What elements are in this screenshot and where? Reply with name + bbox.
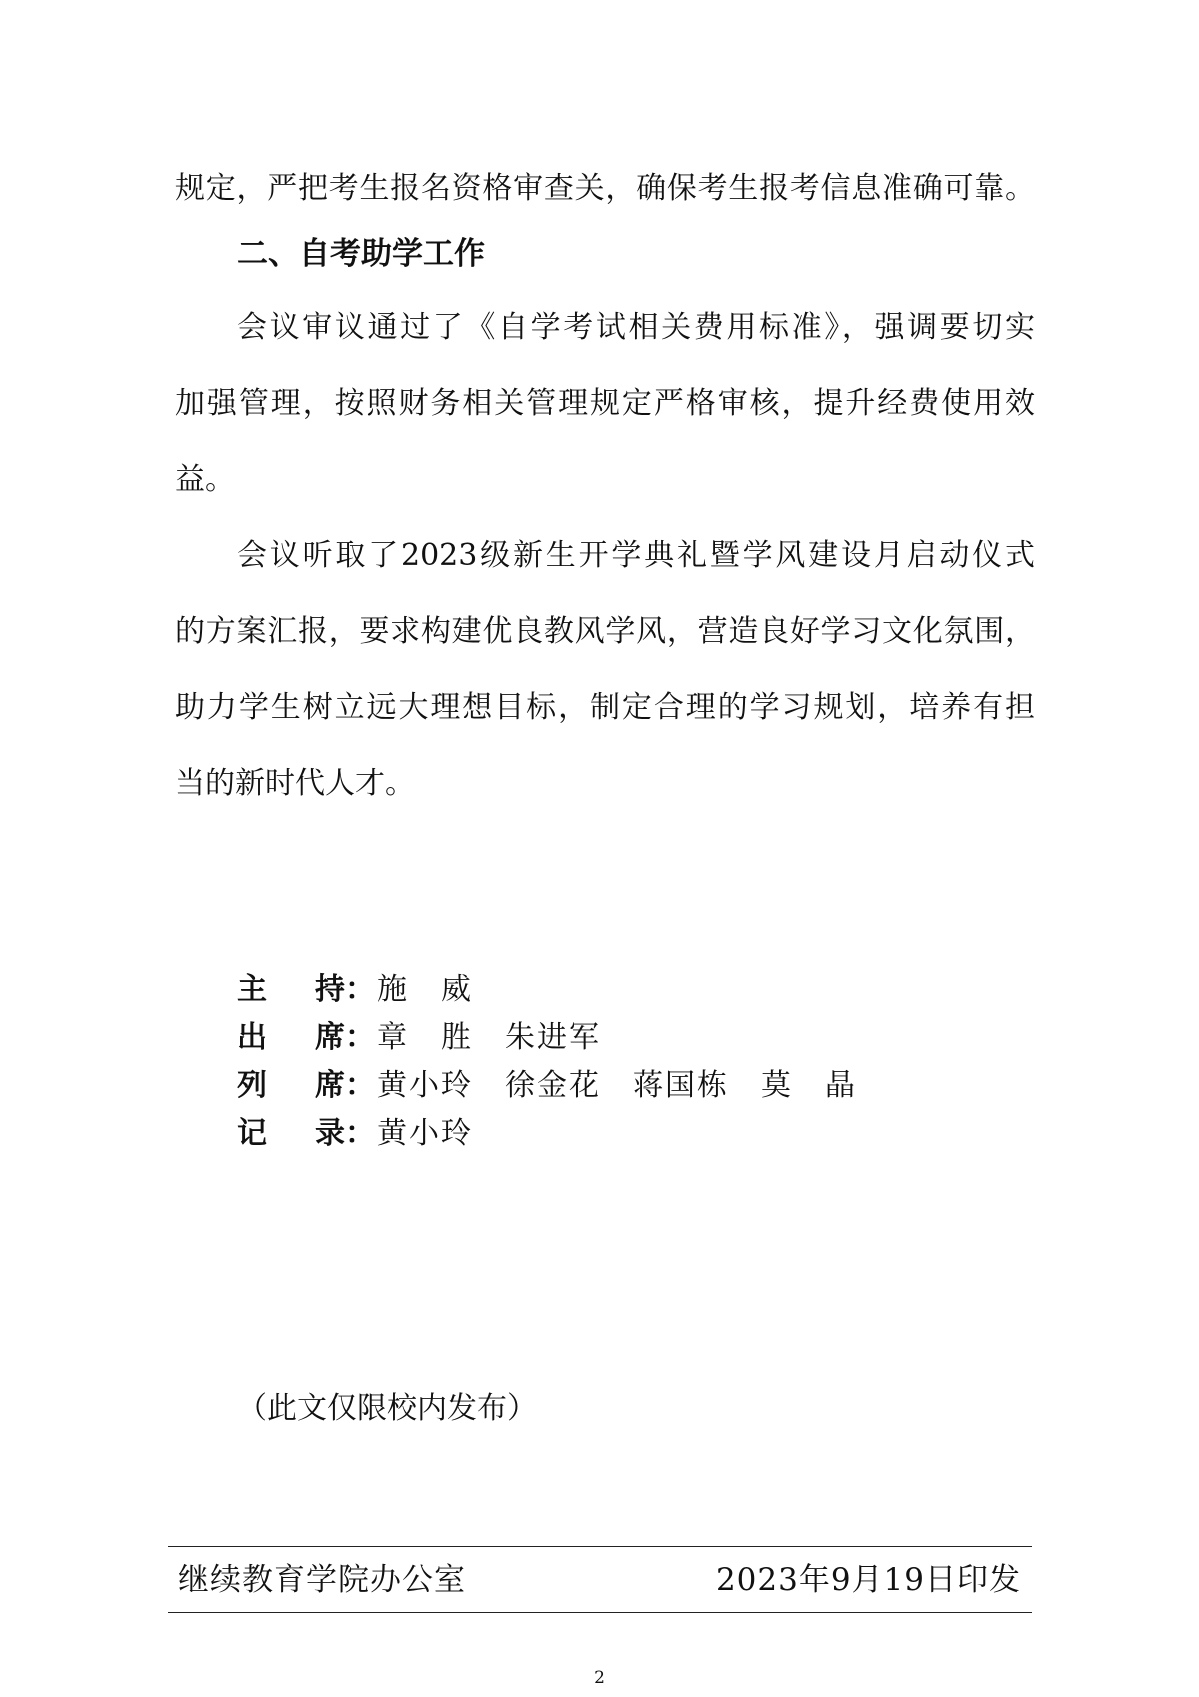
signature-observers [237,1064,857,1108]
body-line: 会议审议通过了《自学考试相关费用标准》，强调要切实 [237,310,1035,345]
signature-host [237,968,473,1012]
signature-role: 列席 [237,1068,345,1103]
signature-names: 黄小玲 徐金花 蒋国栋 莫 晶 [377,1068,857,1103]
footer-office: 继续教育学院办公室 [178,1562,466,1598]
signature-attendees [237,1016,601,1060]
signature-names: 黄小玲 [377,1116,473,1151]
signature-colon: ： [345,1068,375,1103]
signature-recorder [237,1112,473,1156]
body-line: 会议听取了2023级新生开学典礼暨学风建设月启动仪式 [237,538,1035,573]
page-number: 2 [594,1668,605,1688]
body-line: 的方案汇报，要求构建优良教风学风，营造良好学习文化氛围， [175,614,1035,649]
body-line: 助力学生树立远大理想目标，制定合理的学习规划，培养有担 [175,690,1035,725]
body-line: 加强管理，按照财务相关管理规定严格审核，提升经费使用效 [175,386,1035,421]
signature-names: 章 胜 朱进军 [377,1020,601,1055]
distribution-notice: （此文仅限校内发布） [237,1391,537,1426]
body-line: 当的新时代人才。 [175,766,415,801]
body-line: 规定，严把考生报名资格审查关，确保考生报考信息准确可靠。 [175,171,1035,206]
section-heading: 二、自考助学工作 [237,236,485,272]
signature-role: 主持 [237,972,345,1007]
body-line: 益。 [175,462,235,497]
footer-date: 2023年9月19日印发 [715,1562,1021,1598]
footer-top-rule [168,1546,1032,1547]
signature-colon: ： [345,972,375,1007]
signature-names: 施 威 [377,972,473,1007]
footer-bottom-rule [168,1612,1032,1613]
signature-colon: ： [345,1020,375,1055]
signature-role: 出席 [237,1020,345,1055]
signature-colon: ： [345,1116,375,1151]
signature-role: 记录 [237,1116,345,1151]
